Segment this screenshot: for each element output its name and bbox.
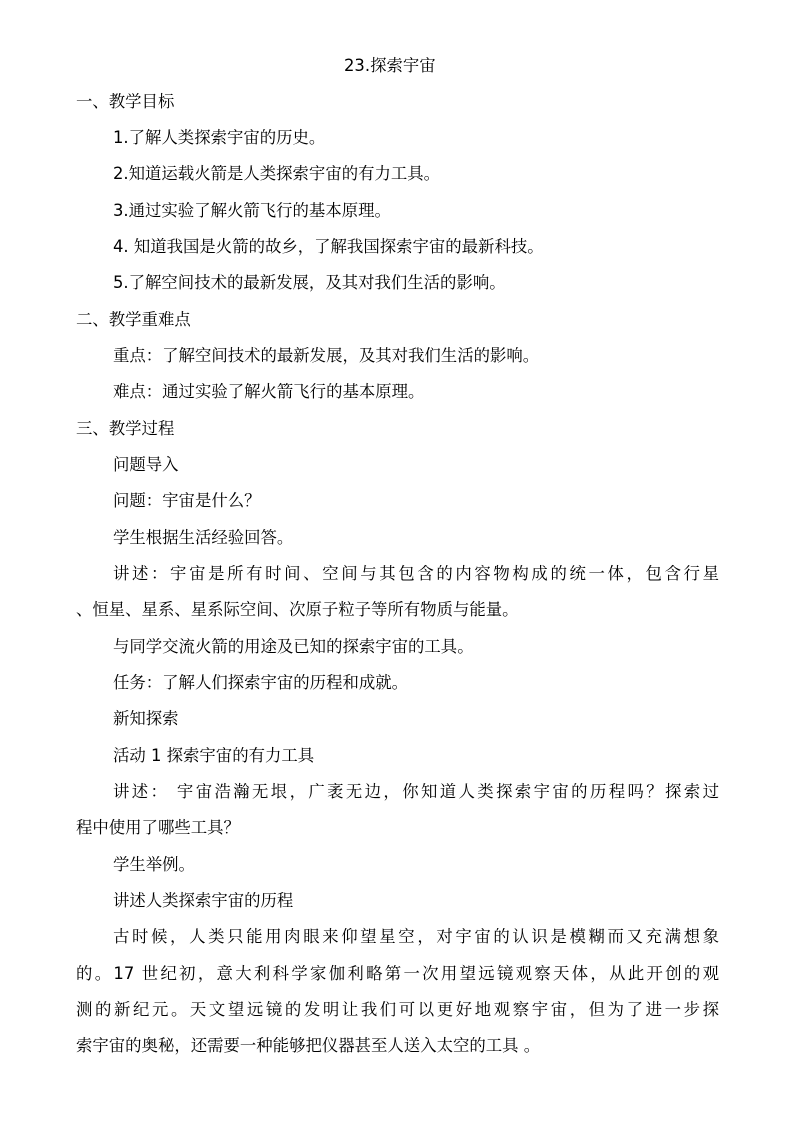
paragraph-history-line-1: 古时候，人类只能用肉眼来仰望星空，对宇宙的认识是模糊而又充满想象 [113, 927, 719, 946]
paragraph-exchange: 与同学交流火箭的用途及已知的探索宇宙的工具。 [113, 637, 474, 656]
objective-item-2: 2.知道运载火箭是人类探索宇宙的有力工具。 [113, 164, 441, 183]
paragraph-new-knowledge: 新知探索 [113, 709, 179, 728]
paragraph-exploration-question-line-1: 讲述： 宇宙浩瀚无垠，广袤无边，你知道人类探索宇宙的历程吗？探索过 [113, 782, 719, 801]
objective-item-3: 3.通过实验了解火箭飞行的基本原理。 [113, 201, 391, 220]
paragraph-student-answer: 学生根据生活经验回答。 [113, 528, 294, 547]
paragraph-history-line-4: 索宇宙的奥秘，还需要一种能够把仪器甚至人送入太空的工具 。 [76, 1036, 541, 1055]
section-heading-process: 三、教学过程 [76, 419, 175, 438]
objective-item-5: 5.了解空间技术的最新发展，及其对我们生活的影响。 [113, 273, 506, 292]
paragraph-universe-definition-line-1: 讲述：宇宙是所有时间、空间与其包含的内容物构成的统一体，包含行星 [113, 564, 719, 583]
page-title: 23.探索宇宙 [344, 56, 436, 75]
paragraph-universe-definition-line-2: 、恒星、星系、星系际空间、次原子粒子等所有物质与能量。 [76, 600, 519, 619]
section-heading-key-points: 二、教学重难点 [76, 310, 191, 329]
objective-item-1: 1.了解人类探索宇宙的历史。 [113, 128, 326, 147]
difficult-point: 难点：通过实验了解火箭飞行的基本原理。 [113, 382, 425, 401]
paragraph-task: 任务：了解人们探索宇宙的历程和成就。 [113, 673, 409, 692]
paragraph-history-heading: 讲述人类探索宇宙的历程 [113, 891, 294, 910]
paragraph-activity-1: 活动 1 探索宇宙的有力工具 [113, 746, 315, 765]
paragraph-history-line-3: 测的新纪元。天文望远镜的发明让我们可以更好地观察宇宙，但为了进一步探 [76, 1000, 719, 1019]
paragraph-intro-label: 问题导入 [113, 455, 179, 474]
section-heading-objectives: 一、教学目标 [76, 92, 175, 111]
paragraph-question: 问题：宇宙是什么？ [113, 491, 261, 510]
paragraph-history-line-2: 的。17 世纪初，意大利科学家伽利略第一次用望远镜观察天体，从此开创的观 [76, 964, 719, 983]
objective-item-4: 4. 知道我国是火箭的故乡，了解我国探索宇宙的最新科技。 [113, 237, 544, 256]
paragraph-student-examples: 学生举例。 [113, 855, 195, 874]
key-point: 重点：了解空间技术的最新发展，及其对我们生活的影响。 [113, 346, 540, 365]
paragraph-exploration-question-line-2: 程中使用了哪些工具？ [76, 818, 240, 837]
